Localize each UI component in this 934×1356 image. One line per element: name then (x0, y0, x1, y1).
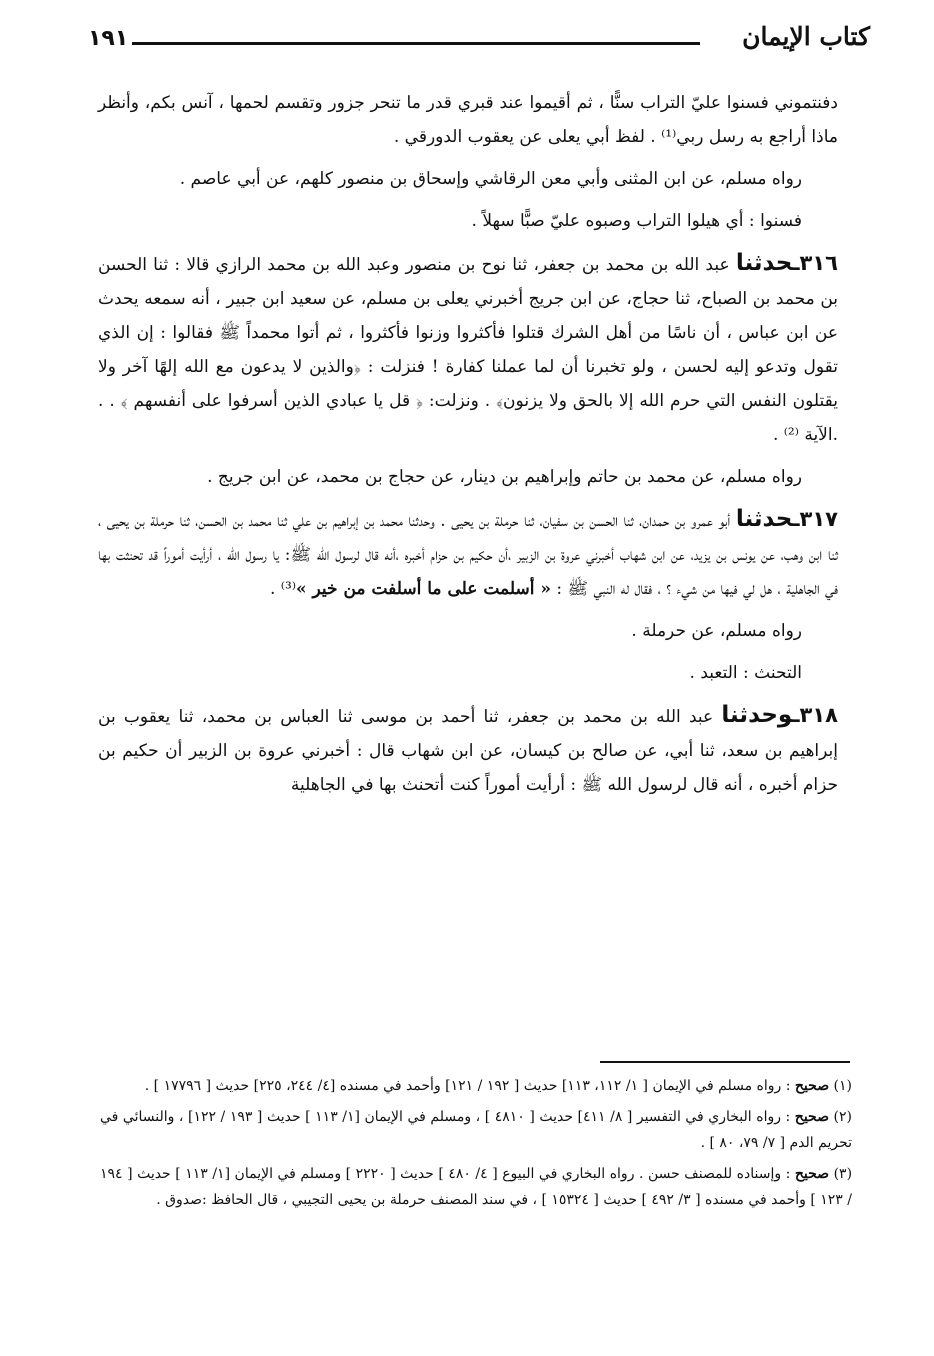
footnotes (100, 1073, 852, 1218)
footnote-text: : وإسناده للمصنف حسن . رواه البخاري في البيوع [ ٤/ ٤٨٠ ] حديث [ ٢٢٢٠ ] ومسلم في الإيمان [١/ ١١٣ ] حديث [ ١٩٤ / ١٢٣ ] وأحمد في مسنده [ ٣/ ٤٩٢ ] حديث [ ١٥٣٢٤ ] ، في سند المصنف حرملة بن يحيى التجيبي ، قال الحافظ :صدوق . (100, 1166, 852, 1208)
footnote-marker: (١) (833, 1078, 852, 1094)
hadith-text: عبد الله بن محمد بن جعفر، ثنا نوح بن منصور وعبد الله بن محمد الرازي قالا : ثنا الحسن بن محمد بن الصباح، ثنا حجاج، عن ابن جريج أخبرني يعلى بن مسلم، عن سعيد ابن جبير ، أنه سمعه يحدث عن ابن عباس ، أن ناسًا من أهل الشرك قتلوا فأكثروا وزنوا فأكثروا ، ثم أتوا محمداً ﷺ فقالوا : إن الذي تقول وتدعو إليه لحسن ، ولو تخبرنا أن لما عملنا كفارة ! فنزلت : ﴿والذين لا يدعون مع الله إلهًا آخر ولا يقتلون النفس التي حرم الله إلا بالحق ولا يزنون﴾ . ونزلت: ﴿ قل يا عبادي الذين أسرفوا على أنفسهم ﴾ . . .الآية ⁽²⁾ . (98, 255, 838, 445)
hadith-318 (98, 698, 838, 802)
prophetic-saying: « أسلمت على ما أسلفت من خير » (296, 579, 551, 599)
footnote-text: : رواه مسلم في الإيمان [ ١/ ١١٢، ١١٣] حديث [ ١٩٢ / ١٢١] وأحمد في مسنده [٤/ ٢٤٤، ٢٢٥] حديث [ ١٧٧٩٦ ] . (144, 1078, 795, 1094)
hadith-number: ٣١٧ـ (792, 507, 838, 531)
footnote-item (100, 1161, 852, 1213)
footnote-item (100, 1104, 852, 1156)
footnote-marker: (٣) (833, 1166, 853, 1182)
riwaya-note: رواه مسلم، عن محمد بن حاتم وإبراهيم بن دينار، عن حجاج بن محمد، عن ابن جريج . (207, 467, 802, 487)
footnote-grade: صحيح (794, 1109, 829, 1125)
gloss-note: التحنث : التعبد . (689, 663, 802, 683)
book-title: كتاب الإيمان (742, 22, 870, 51)
footnote-text: : رواه البخاري في التفسير [ ٨/ ٤١١] حديث [ ٤٨١٠ ] ، ومسلم في الإيمان [١/ ١١٣ ] حديث [ ١٩٣ / ١٢٢] ، والنسائي في تحريم الدم [ ٧/ ٧٩، ٨٠ ] . (100, 1109, 852, 1151)
gloss-note: فسنوا : أي هيلوا التراب وصبوه عليّ صبًّا سهلاً . (471, 211, 802, 231)
hadith-317 (98, 502, 838, 606)
hadith-text: عبد الله بن محمد بن جعفر، ثنا أحمد بن موسى ثنا العباس بن محمد، ثنا يعقوب بن إبراهيم بن سعد، ثنا أبي، عن صالح بن كيسان، عن ابن شهاب قال : أخبرني عروة بن الزبير أن حكيم بن حزام أخبره ، أنه قال لرسول الله ﷺ : أرأيت أموراً كنت أتحنث بها في الجاهلية (98, 707, 838, 795)
footnote-separator (600, 1061, 850, 1063)
hadith-keyword: حدثنا (735, 506, 793, 532)
riwaya-note: رواه مسلم، عن ابن المثنى وأبي معن الرقاشي وإسحاق بن منصور كلهم، عن أبي عاصم . (179, 169, 802, 189)
footnote-ref: ⁽³⁾ . (270, 579, 296, 599)
page-header (88, 22, 870, 62)
hadith-number: ٣١٨ـ (792, 703, 838, 727)
hadith-keyword: وحدثنا (721, 702, 793, 728)
riwaya-note: رواه مسلم، عن حرملة . (631, 621, 802, 641)
footnote-grade: صحيح (794, 1078, 830, 1094)
main-text (98, 86, 838, 802)
hadith-text: أبو عمرو بن حمدان، ثنا الحسن بن سفيان، ثنا حرملة بن يحيى . وحدثنا محمد بن إبراهيم بن علي ثنا محمد بن الحسن، ثنا حرملة بن يحيى ، ثنا ابن وهب، عن يونس بن يزيد، عن ابن شهاب أخبرني عروة بن الزبير ،أن حكيم بن حزام أخبره ،أنه قال لرسول الله ﷺ: يا رسول الله ، أرأيت أموراً قد تحنثت بها في الجاهلية ، هل لي فيها من شيء ؟ ، فقال له النبي ﷺ : (98, 511, 838, 599)
footnote-marker: (٢) (833, 1109, 852, 1125)
hadith-number: ٣١٦ـ (792, 251, 838, 275)
footnote-item (100, 1073, 852, 1099)
hadith-316 (98, 246, 838, 452)
header-rule (132, 42, 700, 45)
paragraph-continuation: دفنتموني فسنوا عليّ التراب سنًّا ، ثم أقيموا عند قبري قدر ما تنحر جزور وتقسم لحمها ، آنس بكم، وأنظر ماذا أراجع به رسل ربي⁽¹⁾ . لفظ أبي يعلى عن يعقوب الدورقي . (98, 93, 838, 147)
page-number: ١٩١ (88, 26, 129, 51)
hadith-keyword: حدثنا (735, 250, 793, 276)
footnote-grade: صحيح (794, 1166, 830, 1182)
